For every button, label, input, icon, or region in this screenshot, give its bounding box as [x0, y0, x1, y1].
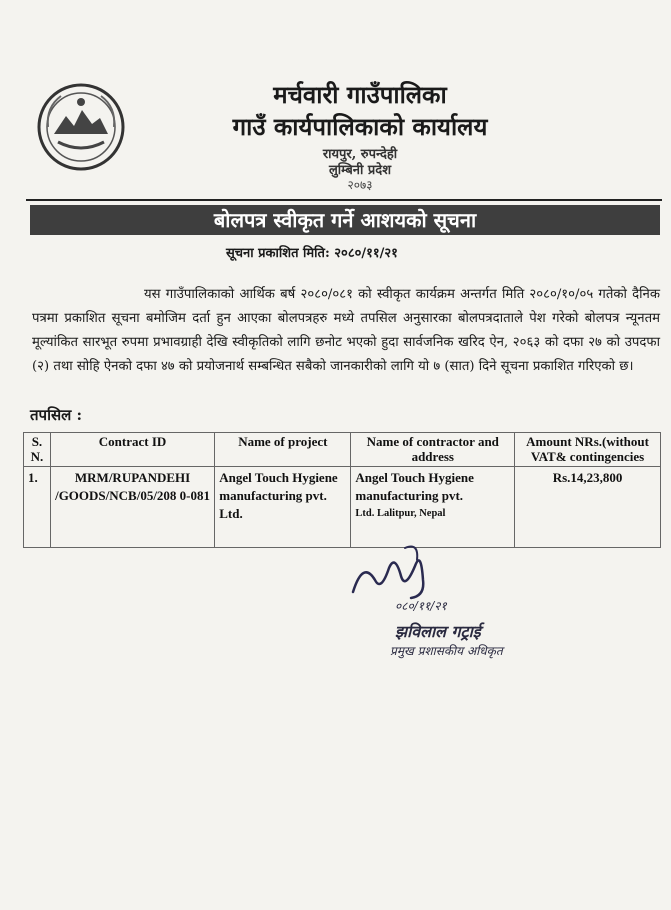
- cell-contractor: [351, 467, 515, 548]
- col-header-sn: S. N.: [24, 433, 51, 467]
- contractor-name: Angel Touch Hygiene manufacturing pvt.: [355, 470, 474, 503]
- col-header-contractor: Name of contractor and address: [351, 433, 515, 467]
- municipality-name: मर्चवारी गाउँपालिका: [273, 80, 447, 109]
- office-name: गाउँ कार्यपालिकाको कार्यालय: [232, 112, 488, 141]
- municipality-emblem: [36, 82, 126, 172]
- signature-date: ०८०/११/२१: [395, 599, 447, 613]
- published-date-line: [226, 243, 398, 261]
- cell-sn: 1.: [24, 467, 51, 548]
- published-date-label: सूचना प्रकाशित मिति:: [226, 246, 330, 261]
- table-row: [24, 467, 661, 548]
- award-table: [23, 432, 661, 548]
- office-address: रायपुर, रुपन्देही: [322, 147, 398, 162]
- cell-contract-id: MRM/RUPANDEHI /GOODS/NCB/05/208 0-081: [50, 467, 214, 548]
- officer-name: झविलाल गट्राई: [395, 622, 481, 641]
- notice-paragraph: यस गाउँपालिकाको आर्थिक बर्ष २०८०/०८१ को स्वीकृत कार्यक्रम अन्तर्गत मिति २०८०/१०/०५ गतेको दैनिक पत्रमा प्रकाशित सूचना बमोजिम दर्ता हुन आएका बोलपत्रहरु मध्ये तपसिल अनुसारका बोलपत्रदाताले पेश गरेको बोलपत्र न्यूनतम मूल्यांकित सारभूत रुपमा प्रभावग्राही देखि स्वीकृतिको लागि छनोट भएको हुदा सार्वजनिक खरिद ऐन, २०६३ को दफा २७ को उपदफा (२) तथा सोहि ऐनको दफा ४७ को प्रयोजनार्थ सम्बन्धित सबैको जानकारीको लागि यो ७ (सात) दिने सूचना प्रकाशित गरिएको छ।: [32, 287, 660, 374]
- col-header-project: Name of project: [215, 433, 351, 467]
- contractor-address: Ltd. Lalitpur, Nepal: [355, 508, 446, 519]
- header-divider: [26, 199, 662, 201]
- col-header-contract-id: Contract ID: [50, 433, 214, 467]
- province-name: लुम्बिनी प्रदेश: [328, 163, 392, 178]
- table-header-row: [24, 433, 661, 467]
- established-year: २०७३: [347, 178, 373, 192]
- cell-amount: Rs.14,23,800: [515, 467, 661, 548]
- notice-body: [32, 283, 660, 379]
- cell-project: Angel Touch Hygiene manufacturing pvt. Ltd.: [215, 467, 351, 548]
- notice-title: बोलपत्र स्वीकृत गर्ने आशयको सूचना: [30, 205, 660, 235]
- col-header-amount: Amount NRs.(without VAT& contingencies: [515, 433, 661, 467]
- details-heading: तपसिल :: [30, 406, 83, 424]
- published-date-value: २०८०/११/२१: [334, 246, 398, 261]
- officer-title: प्रमुख प्रशासकीय अधिकृत: [390, 644, 503, 658]
